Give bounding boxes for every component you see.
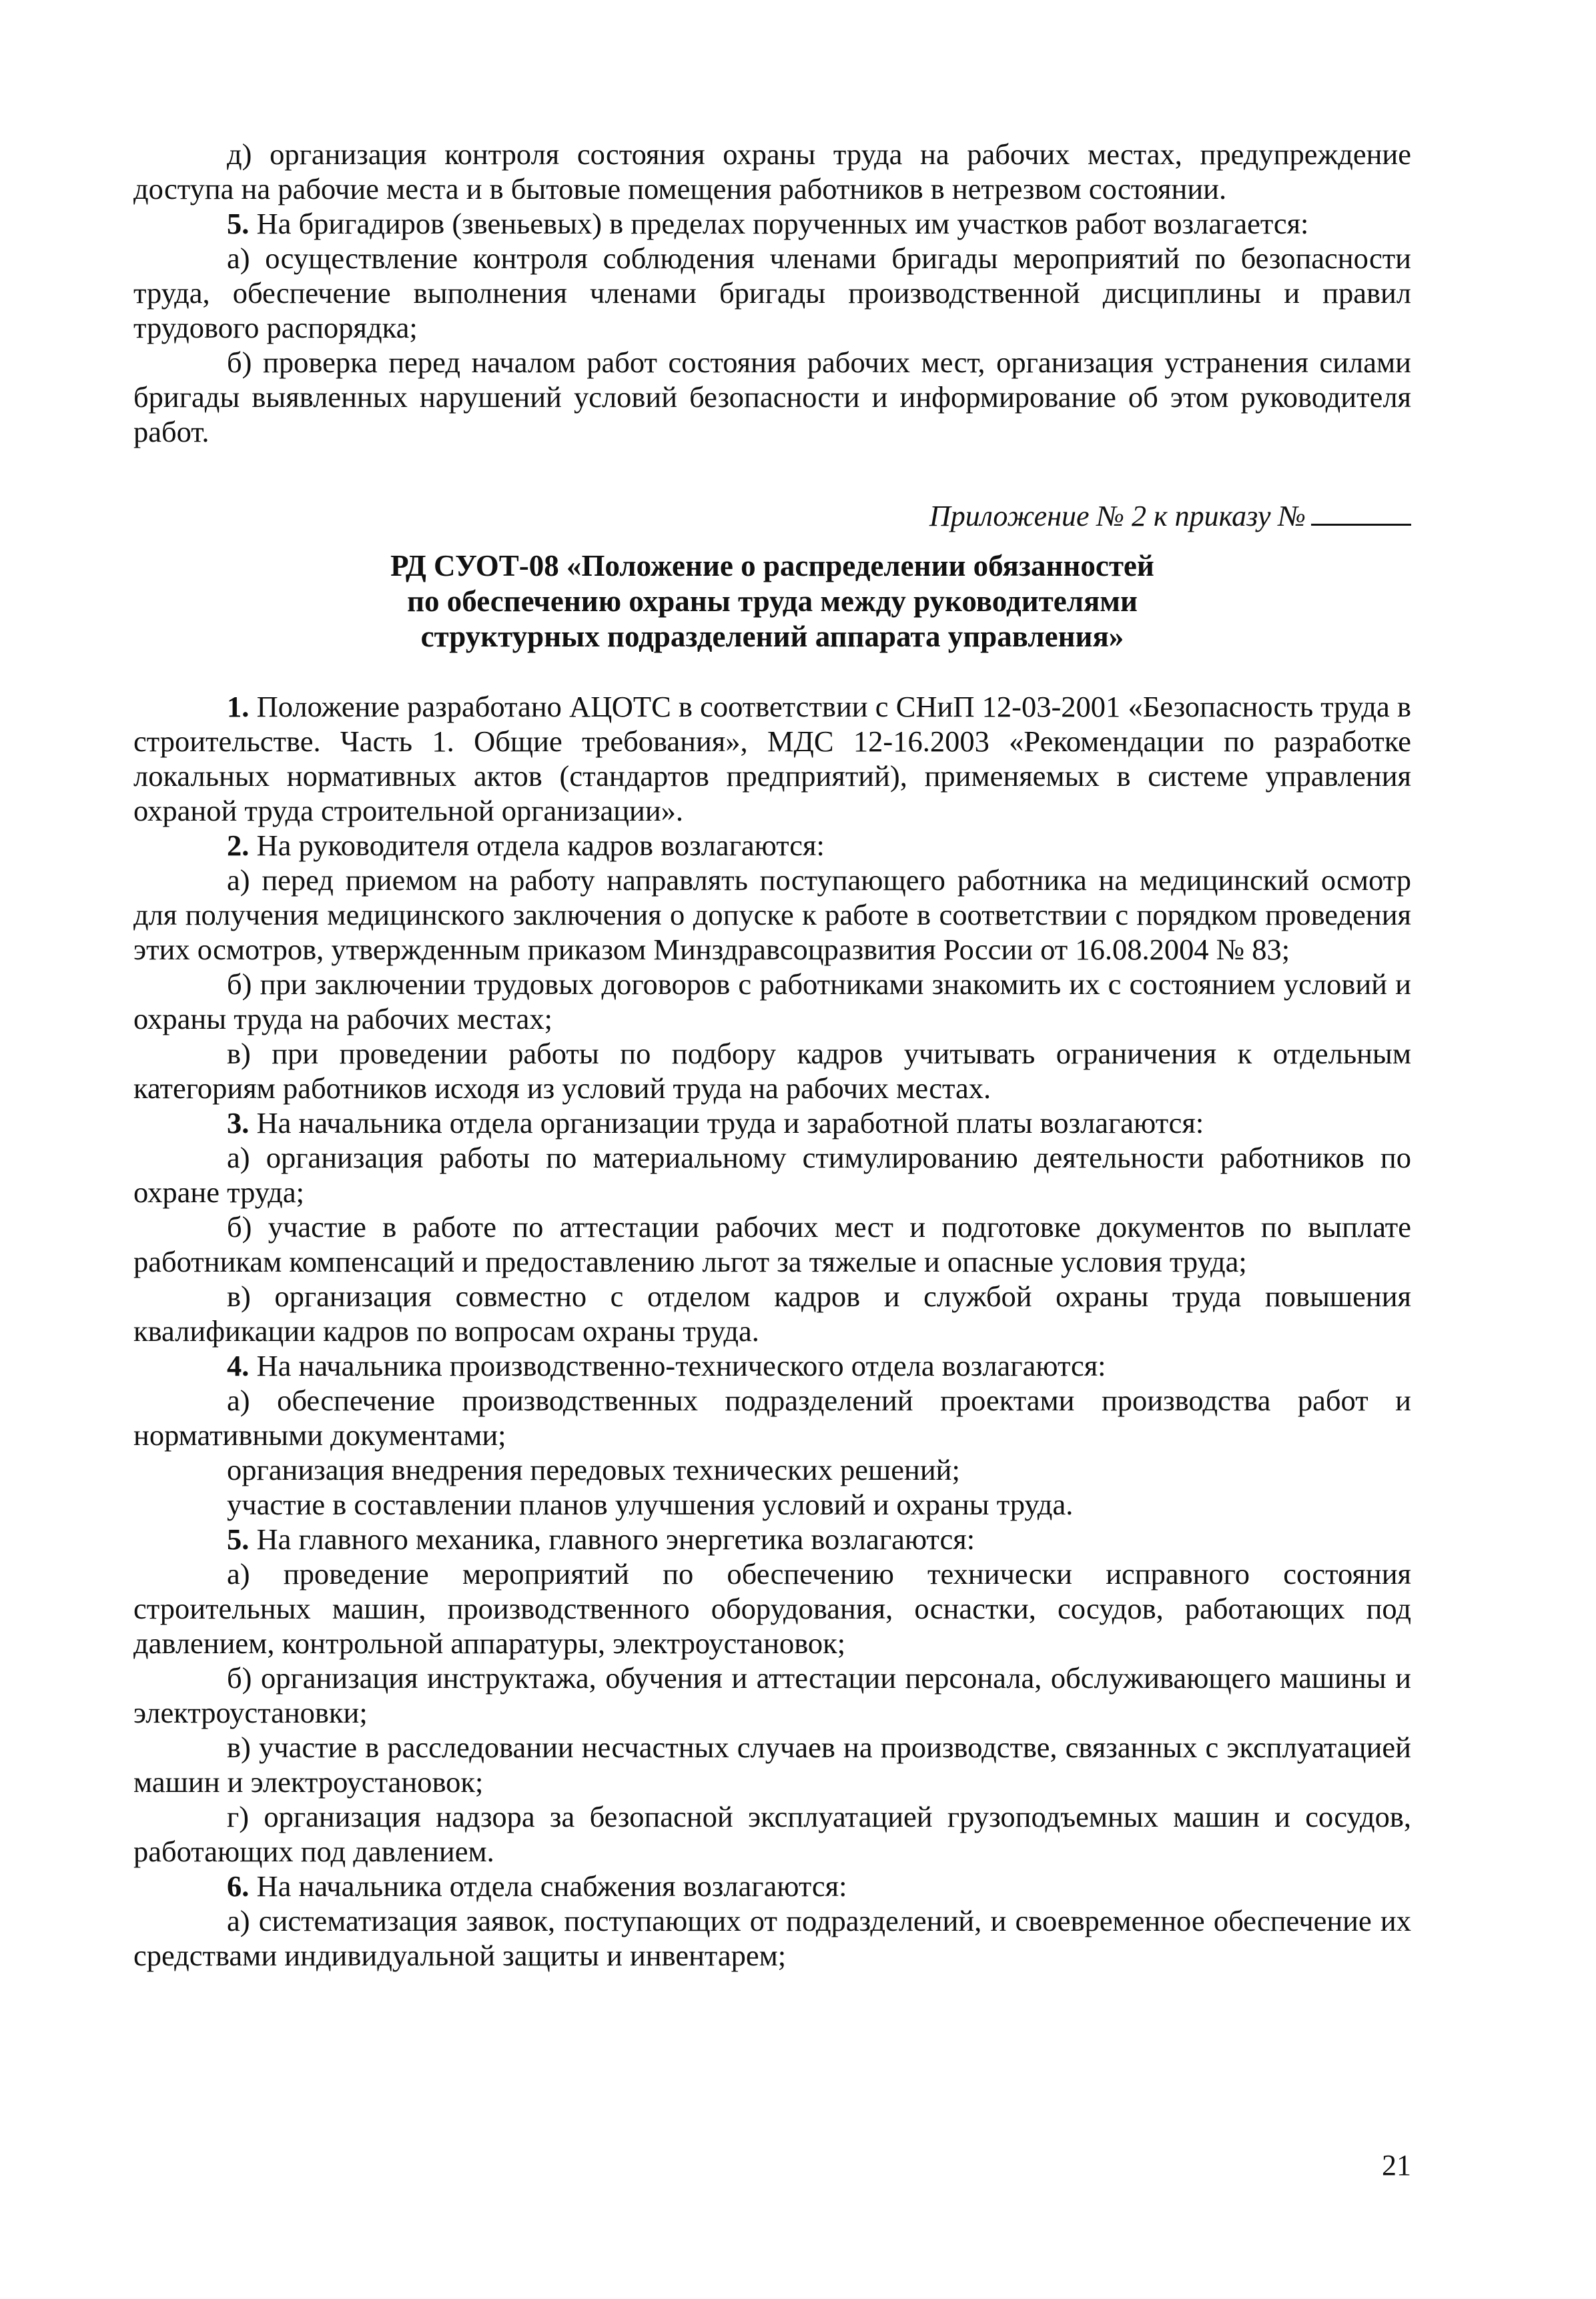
section-number: 1. [227, 690, 250, 723]
section-3c: в) организация совместно с отделом кадров и службой охраны труда повышения квалификации кадров по вопросам охраны труда. [133, 1280, 1411, 1348]
section-5a: а) проведение мероприятий по обеспечению технически исправного состояния строительных машин, производственного оборудования, оснастки, сосудов, работающих под давлением, контрольной аппаратуры, электроустановок; [133, 1557, 1411, 1660]
section-4b: организация внедрения передовых технических решений; [227, 1453, 960, 1486]
section-5b: б) организация инструктажа, обучения и аттестации персонала, обслуживающего машины и электроустановки; [133, 1661, 1411, 1729]
section-2 [133, 828, 1411, 863]
section-text: На руководителя отдела кадров возлагаются: [256, 829, 825, 862]
title-line-1: РД СУОТ-08 «Положение о распределении обязанностей [390, 549, 1154, 582]
section-number: 3. [227, 1106, 250, 1139]
section-text: Положение разработано АЦОТС в соответствии с СНиП 12-03-2001 «Безопасность труда в строительстве. Часть 1. Общие требования», МДС 12-16.2003 «Рекомендации по разработке локальных нормативных актов (стандартов предприятий), применяемых в системе управления охраной труда строительной организации». [133, 690, 1411, 827]
section-text: На главного механика, главного энергетика возлагаются: [256, 1522, 975, 1556]
section-text: На начальника отдела организации труда и заработной платы возлагаются: [256, 1106, 1204, 1139]
order-number-blank [1311, 498, 1411, 526]
paragraph-5b: б) проверка перед началом работ состояния рабочих мест, организация устранения силами бригады выявленных нарушений условий безопасности и информирование об этом руководителя работ. [133, 346, 1411, 448]
paragraph-5 [133, 206, 1411, 241]
spacer [133, 449, 1411, 498]
section-1 [133, 689, 1411, 828]
section-3a: а) организация работы по материальному стимулированию деятельности работников по охране труда; [133, 1141, 1411, 1209]
document-title [133, 548, 1411, 654]
section-text: На начальника производственно-технического отдела возлагаются: [256, 1349, 1106, 1382]
document-body [133, 137, 1411, 1973]
appendix-label [133, 498, 1411, 534]
section-2a: а) перед приемом на работу направлять поступающего работника на медицинский осмотр для получения медицинского заключения о допуске к работе в соответствии с порядком проведения этих осмотров, утвержденным приказом Минздравсоцразвития России от 16.08.2004 № 83; [133, 863, 1411, 966]
section-number: 6. [227, 1869, 250, 1903]
section-6a: а) систематизация заявок, поступающих от подразделений, и своевременное обеспечение их средствами индивидуальной защиты и инвентарем; [133, 1904, 1411, 1972]
section-4c: участие в составлении планов улучшения условий и охраны труда. [227, 1488, 1074, 1521]
title-line-3: структурных подразделений аппарата управления» [420, 620, 1124, 653]
paragraph-number: 5. [227, 207, 250, 240]
paragraph-text: На бригадиров (звеньевых) в пределах порученных им участков работ возлагается: [256, 207, 1309, 240]
section-number: 4. [227, 1349, 250, 1382]
section-2b: б) при заключении трудовых договоров с работниками знакомить их с состоянием условий и охраны труда на рабочих местах; [133, 967, 1411, 1035]
section-number: 2. [227, 829, 250, 862]
section-6 [133, 1869, 1411, 1903]
section-5c: в) участие в расследовании несчастных случаев на производстве, связанных с эксплуатацией машин и электроустановок; [133, 1731, 1411, 1799]
section-4a: а) обеспечение производственных подразделений проектами производства работ и нормативными документами; [133, 1384, 1411, 1452]
section-2c: в) при проведении работы по подбору кадров учитывать ограничения к отдельным категориям работников исходя из условий труда на рабочих местах. [133, 1037, 1411, 1105]
section-3 [133, 1105, 1411, 1140]
section-3b: б) участие в работе по аттестации рабочих мест и подготовке документов по выплате работникам компенсаций и предоставлению льгот за тяжелые и опасные условия труда; [133, 1210, 1411, 1278]
section-number: 5. [227, 1522, 250, 1556]
paragraph-d: д) организация контроля состояния охраны труда на рабочих местах, предупреждение доступа на рабочие места и в бытовые помещения работников в нетрезвом состоянии. [133, 137, 1411, 205]
section-5 [133, 1522, 1411, 1556]
paragraph-5a: а) осуществление контроля соблюдения членами бригады мероприятий по безопасности труда, обеспечение выполнения членами бригады производственной дисциплины и правил трудового распорядка; [133, 242, 1411, 344]
page-number: 21 [1382, 2149, 1411, 2182]
appendix-label-text: Приложение № 2 к приказу № [929, 500, 1306, 532]
section-5d: г) организация надзора за безопасной эксплуатацией грузоподъемных машин и сосудов, работающих под давлением. [133, 1800, 1411, 1868]
title-line-2: по обеспечению охраны труда между руководителями [407, 584, 1138, 618]
spacer [133, 654, 1411, 689]
section-4 [133, 1348, 1411, 1383]
section-text: На начальника отдела снабжения возлагаются: [256, 1869, 847, 1903]
